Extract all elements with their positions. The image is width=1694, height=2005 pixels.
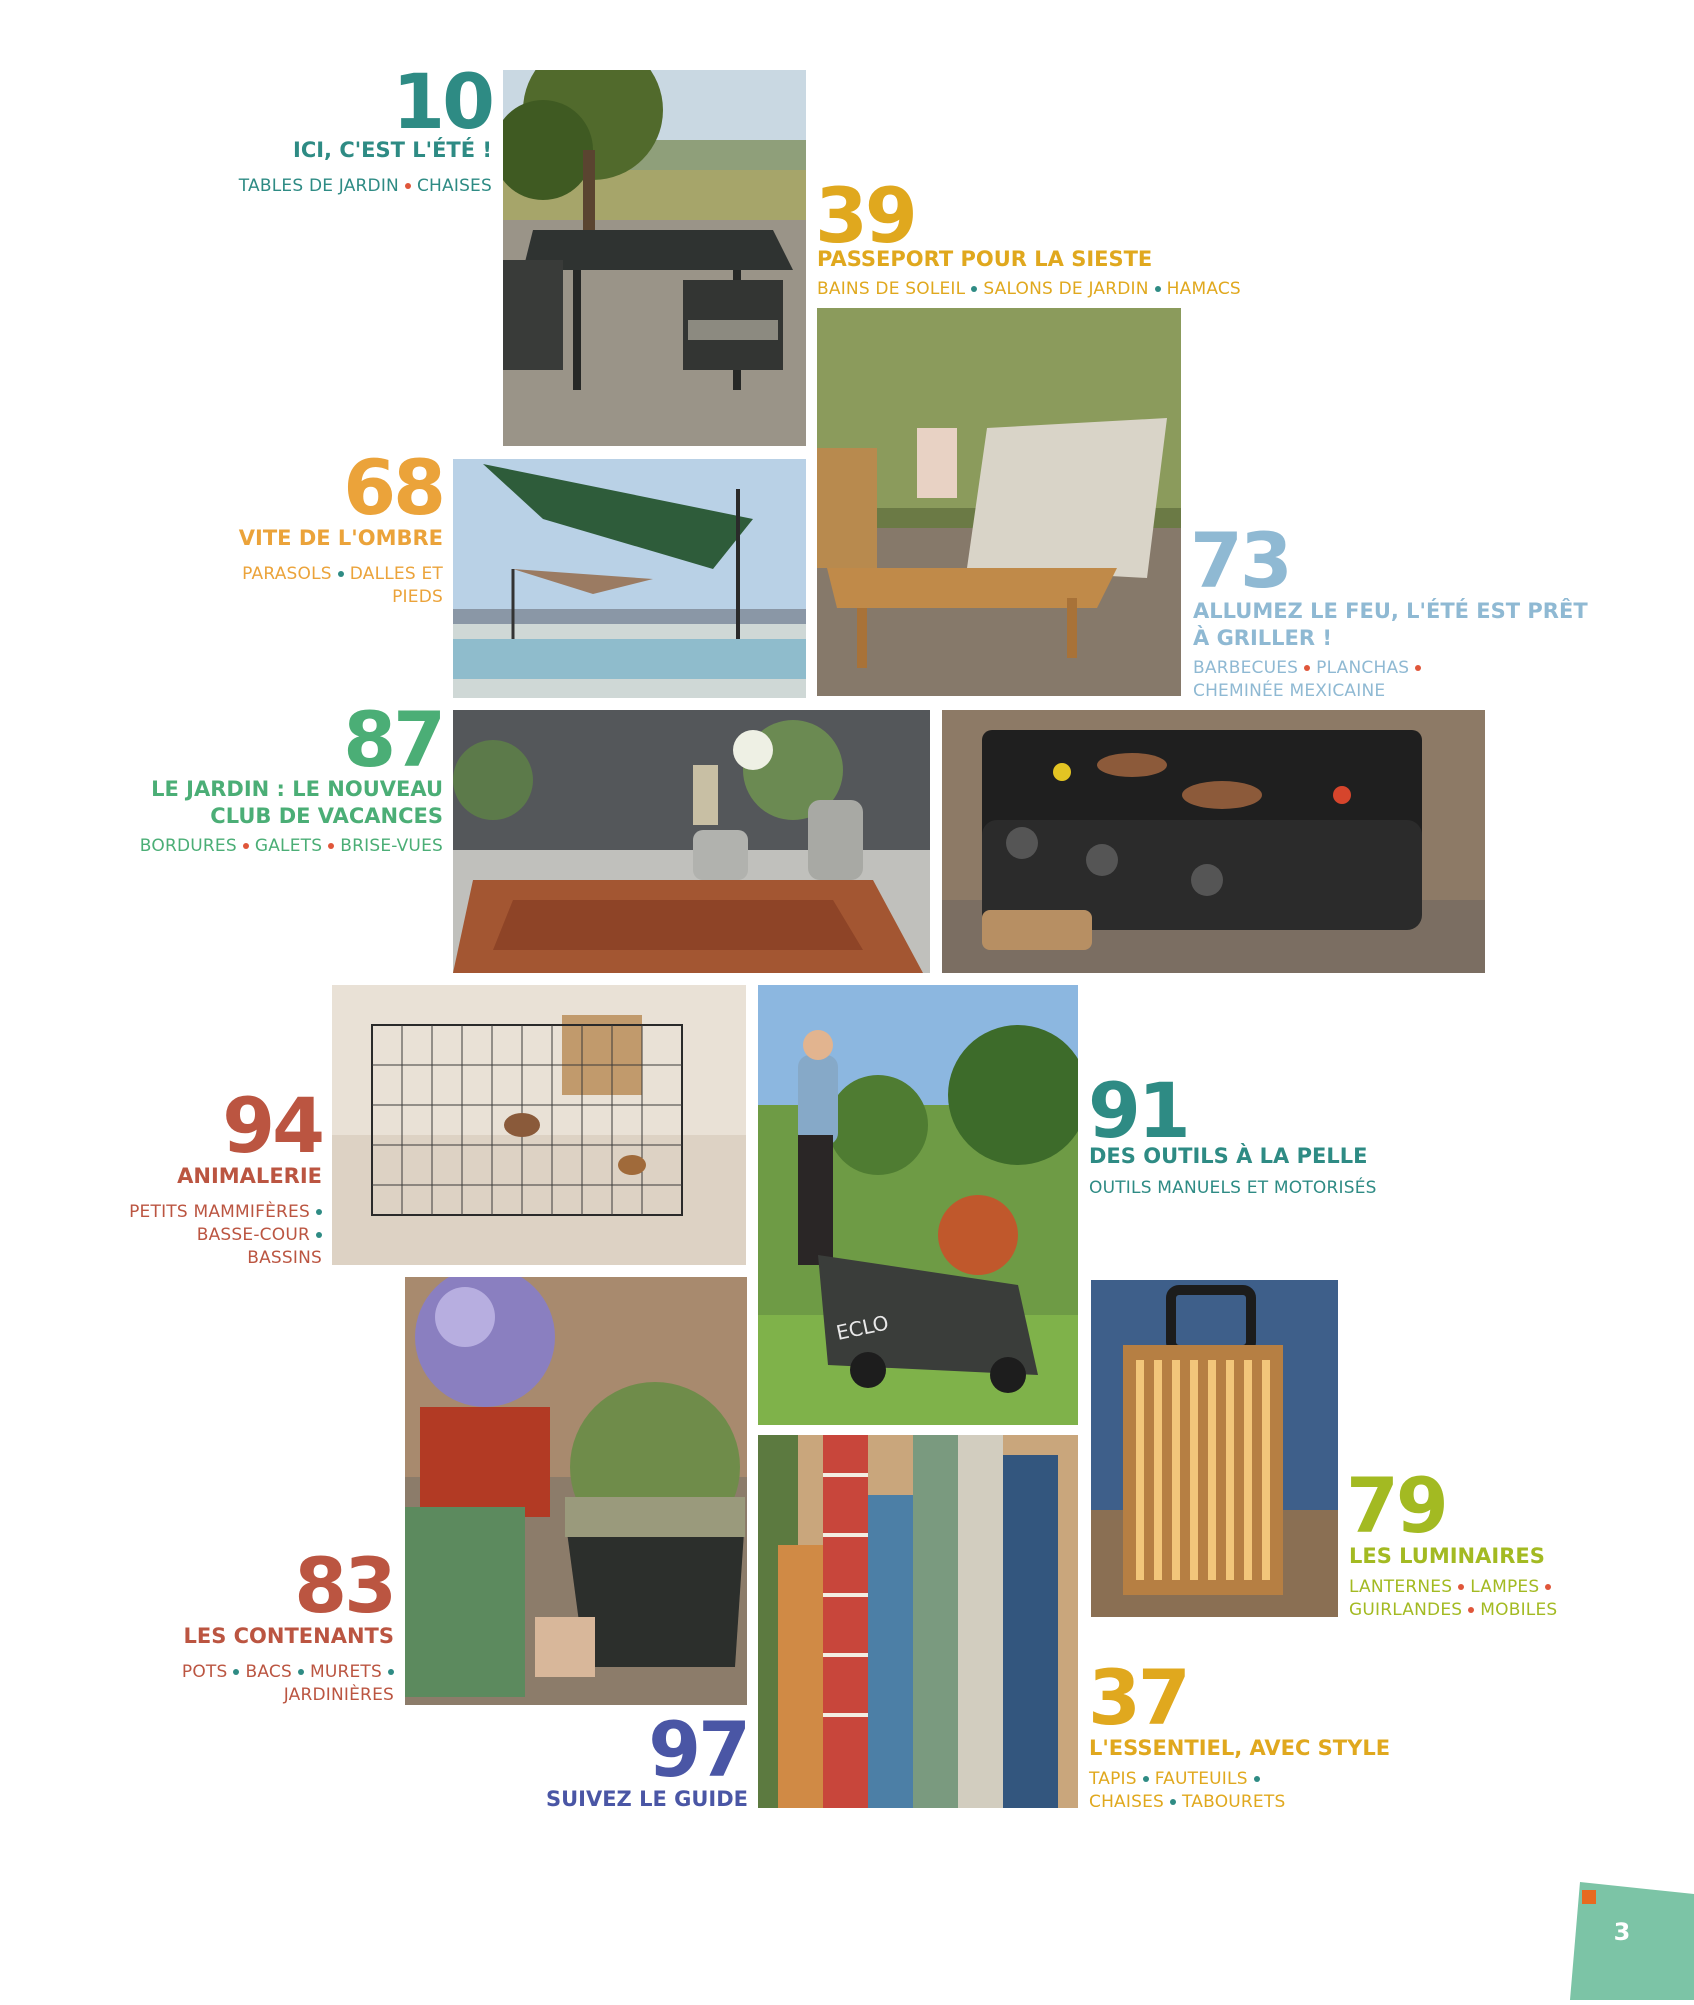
section-subtitle bbox=[1089, 1768, 1285, 1814]
subtitle-item: BASSINS bbox=[247, 1248, 322, 1268]
subtitle-item: GUIRLANDES bbox=[1349, 1600, 1463, 1620]
subtitle-item: PETITS MAMMIFÈRES bbox=[129, 1202, 310, 1222]
section-title: ANIMALERIE bbox=[177, 1164, 322, 1188]
subtitle-item: GALETS bbox=[254, 836, 323, 856]
orange-marker bbox=[1582, 1890, 1596, 1904]
section-title: ICI, C'EST L'ÉTÉ ! bbox=[293, 138, 492, 162]
photo-pet-enclosure bbox=[332, 985, 746, 1265]
section-subtitle bbox=[1193, 657, 1427, 703]
subtitle-item: CHAISES bbox=[1089, 1792, 1165, 1812]
section-subtitle bbox=[100, 1201, 322, 1270]
section-subtitle bbox=[1089, 1177, 1377, 1200]
subtitle-item: PLANCHAS bbox=[1316, 658, 1410, 678]
subtitle-item: TAPIS bbox=[1089, 1769, 1137, 1789]
subtitle-item: BAINS DE SOLEIL bbox=[817, 279, 966, 299]
section-number: 91 bbox=[1088, 1066, 1188, 1155]
subtitle-item: MURETS bbox=[309, 1662, 382, 1682]
title-line: ALLUMEZ LE FEU, L'ÉTÉ EST PRÊT bbox=[1193, 599, 1588, 623]
subtitle-item: BORDURES bbox=[139, 836, 237, 856]
subtitle-item: BRISE-VUES bbox=[340, 836, 443, 856]
section-title: VITE DE L'OMBRE bbox=[238, 526, 443, 550]
section-subtitle bbox=[150, 1661, 394, 1707]
subtitle-item: POTS bbox=[181, 1662, 228, 1682]
section-number: 79 bbox=[1346, 1461, 1446, 1550]
photo-garden-patio bbox=[453, 710, 930, 973]
title-line: LE JARDIN : LE NOUVEAU bbox=[151, 777, 443, 801]
section-number: 87 bbox=[343, 695, 443, 784]
title-line: CLUB DE VACANCES bbox=[210, 804, 443, 828]
photo-lantern bbox=[1091, 1280, 1338, 1617]
photo-flower-pots bbox=[405, 1277, 747, 1705]
section-number: 94 bbox=[222, 1081, 322, 1170]
subtitle-item: FAUTEUILS bbox=[1154, 1769, 1248, 1789]
section-number: 83 bbox=[294, 1541, 394, 1630]
section-title bbox=[1193, 598, 1588, 652]
subtitle-item: LAMPES bbox=[1470, 1577, 1540, 1597]
section-number: 73 bbox=[1190, 516, 1290, 605]
section-title: SUIVEZ LE GUIDE bbox=[545, 1787, 748, 1811]
subtitle-item: JARDINIÈRES bbox=[283, 1685, 394, 1705]
subtitle-item: SALONS DE JARDIN bbox=[983, 279, 1149, 299]
section-number: 37 bbox=[1088, 1653, 1188, 1742]
section-subtitle bbox=[170, 175, 492, 198]
section-title: L'ESSENTIEL, AVEC STYLE bbox=[1089, 1736, 1391, 1760]
subtitle-item: CHAISES bbox=[416, 176, 492, 196]
photo-plancha bbox=[942, 710, 1485, 973]
subtitle-item: TABLES DE JARDIN bbox=[238, 176, 399, 196]
title-line: À GRILLER ! bbox=[1193, 626, 1332, 650]
section-title: DES OUTILS À LA PELLE bbox=[1089, 1144, 1368, 1168]
section-subtitle bbox=[817, 278, 1241, 301]
photo-rugs bbox=[758, 1435, 1078, 1808]
mower-brand-label: ECLO bbox=[834, 1310, 891, 1345]
photo-garden-table bbox=[503, 70, 806, 446]
section-title: LES LUMINAIRES bbox=[1349, 1544, 1545, 1568]
subtitle-item: HAMACS bbox=[1166, 279, 1241, 299]
section-title: PASSEPORT POUR LA SIESTE bbox=[817, 247, 1153, 271]
subtitle-item: PARASOLS bbox=[242, 564, 332, 584]
section-number: 97 bbox=[648, 1705, 748, 1794]
photo-deck-chair bbox=[817, 308, 1181, 696]
section-number: 68 bbox=[343, 443, 443, 532]
section-title: LES CONTENANTS bbox=[183, 1624, 394, 1648]
section-subtitle bbox=[200, 563, 443, 609]
section-number: 10 bbox=[392, 57, 492, 146]
section-subtitle bbox=[1349, 1576, 1557, 1622]
section-title bbox=[100, 776, 443, 830]
subtitle-item: OUTILS MANUELS ET MOTORISÉS bbox=[1089, 1178, 1377, 1198]
subtitle-item: BARBECUES bbox=[1193, 658, 1299, 678]
subtitle-item: CHEMINÉE MEXICAINE bbox=[1193, 681, 1386, 701]
photo-parasol bbox=[453, 459, 806, 698]
subtitle-item: BACS bbox=[245, 1662, 292, 1682]
subtitle-item: MOBILES bbox=[1480, 1600, 1558, 1620]
subtitle-item: DALLES ET PIEDS bbox=[349, 564, 443, 607]
subtitle-item: LANTERNES bbox=[1349, 1577, 1453, 1597]
photo-lawn-mower bbox=[758, 985, 1078, 1425]
section-number: 39 bbox=[815, 171, 915, 260]
page-number: 3 bbox=[1613, 1918, 1631, 1946]
subtitle-item: TABOURETS bbox=[1182, 1792, 1286, 1812]
subtitle-item: BASSE-COUR bbox=[196, 1225, 310, 1245]
section-subtitle bbox=[100, 835, 443, 858]
